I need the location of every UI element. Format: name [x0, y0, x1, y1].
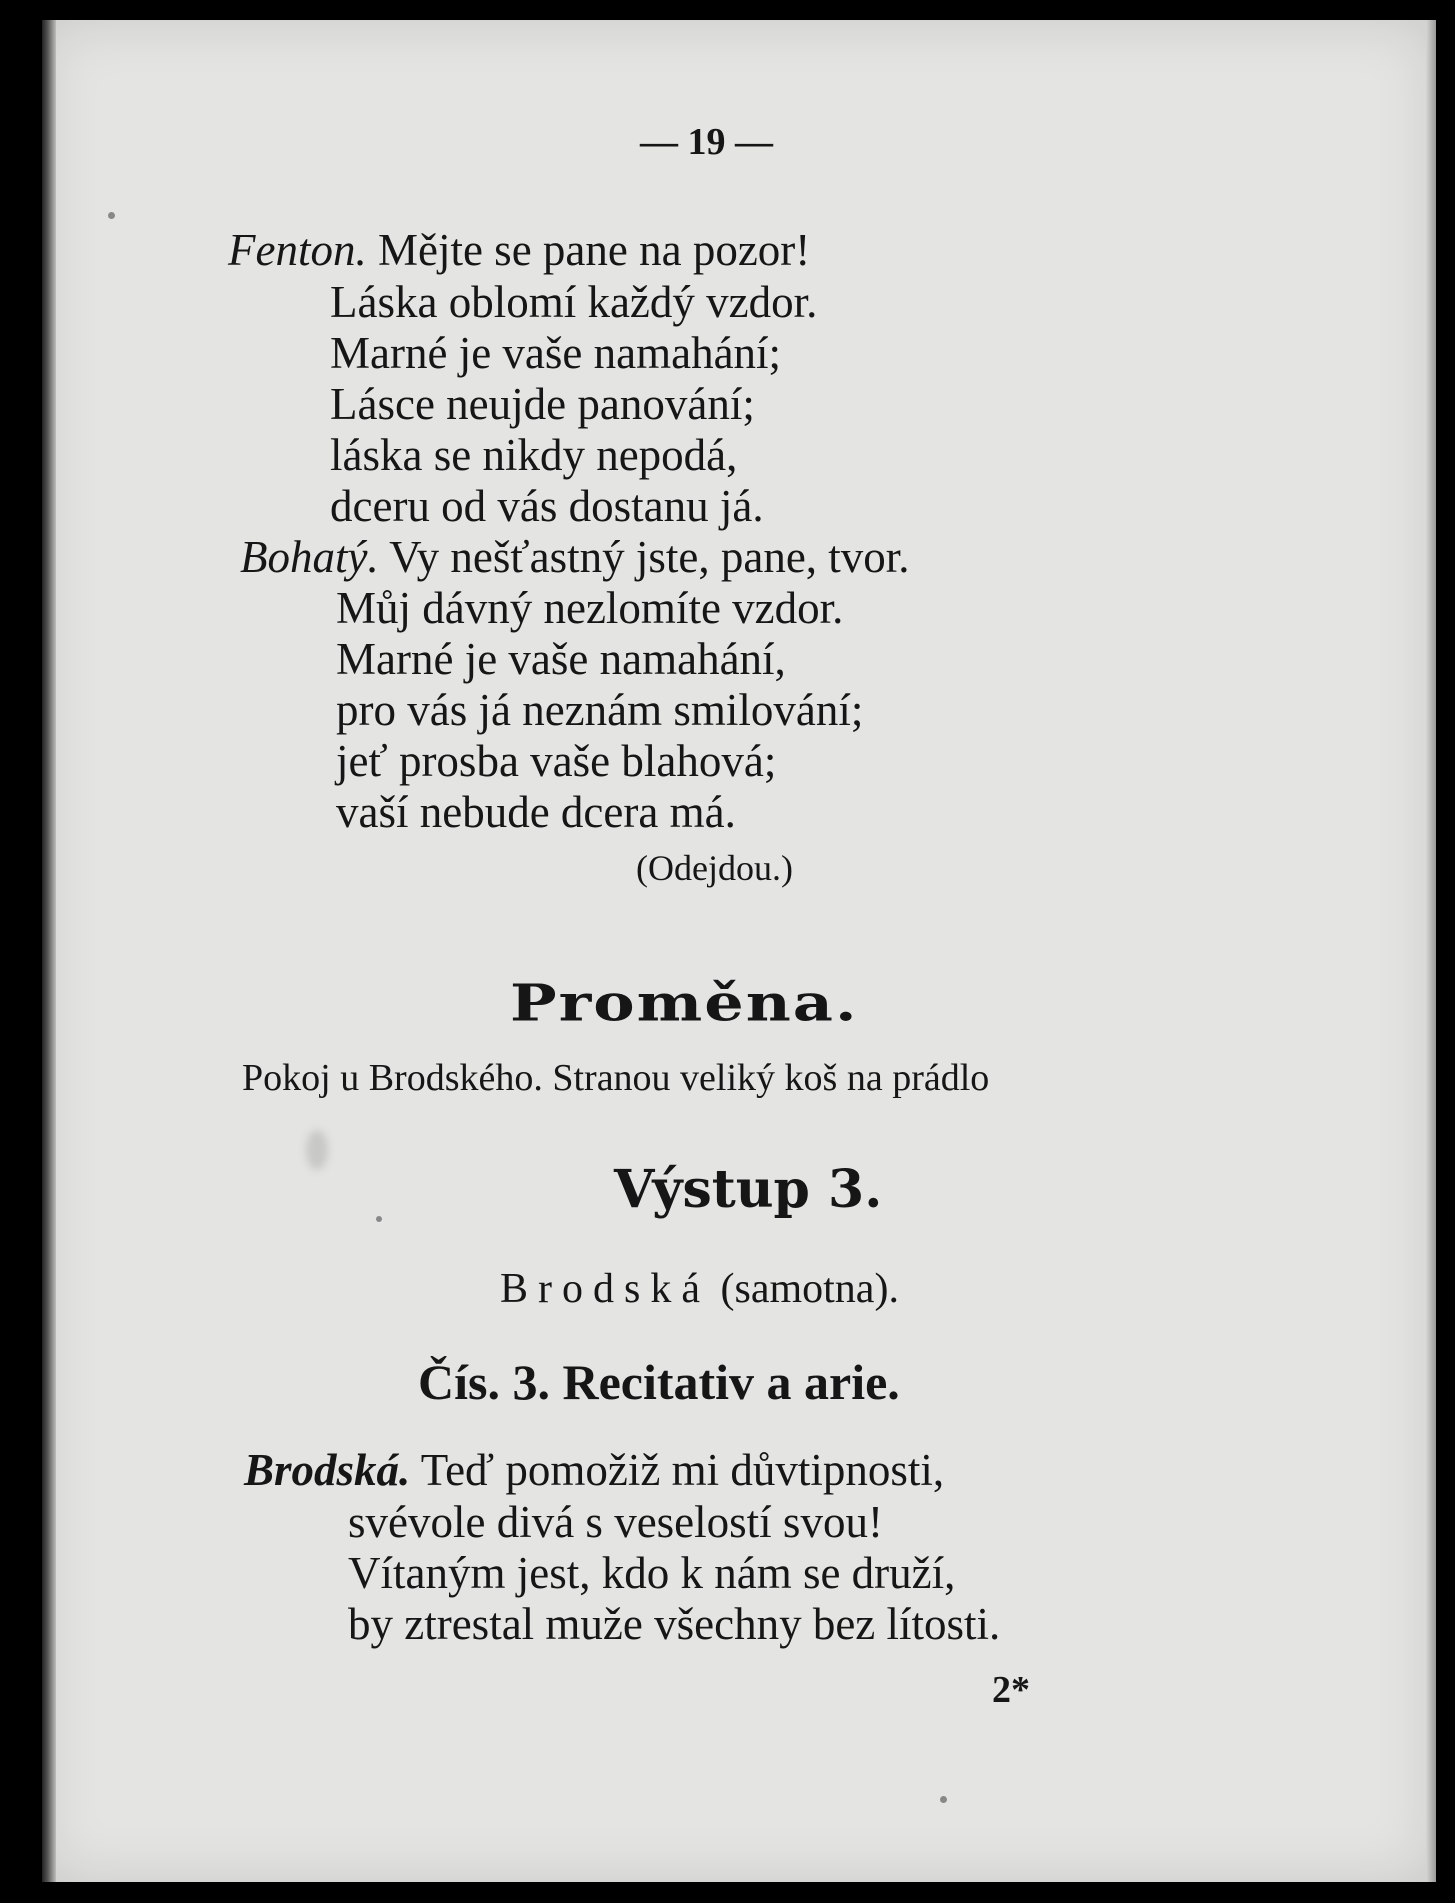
verse-first-line [240, 532, 910, 582]
scan-speck [940, 1796, 947, 1803]
verse-line: jeť prosba vaše blahová; [336, 736, 777, 786]
verse-line: Láska oblomí každý vzdor. [330, 277, 818, 327]
scene-title: Proměna. [510, 973, 859, 1033]
stage-direction: (Odejdou.) [636, 848, 793, 888]
character-note: (samotna). [720, 1266, 899, 1312]
page-number: — 19 — [640, 121, 773, 163]
character-line [500, 1268, 899, 1310]
verse-line: láska se nikdy nepodá, [330, 430, 738, 480]
scan-speck [376, 1216, 382, 1222]
verse-line: Lásce neujde panování; [330, 379, 755, 429]
verse-first-line [244, 1445, 945, 1495]
signature-mark: 2* [992, 1669, 1030, 1711]
scan-speck [108, 212, 115, 219]
number-heading: Čís. 3. Recitativ a arie. [418, 1354, 900, 1410]
verse-line: Marné je vaše namahání, [336, 634, 786, 684]
verse-line: Mějte se pane na pozor! [377, 225, 811, 275]
verse-line: by ztrestal muže všechny bez lítosti. [348, 1599, 1001, 1649]
scene-description: Pokoj u Brodského. Stranou veliký koš na prádlo [242, 1057, 990, 1099]
verse-first-line [228, 225, 811, 275]
verse-line: vaší nebude dcera má. [336, 787, 736, 837]
speaker-name: Brodská. [244, 1445, 411, 1495]
verse-line: dceru od vás dostanu já. [330, 481, 764, 531]
speaker-name: Fenton. [228, 225, 367, 275]
verse-line: pro vás já neznám smilování; [336, 685, 864, 735]
verse-line: Vítaným jest, kdo k nám se druží, [348, 1548, 956, 1598]
verse-line: Můj dávný nezlomíte vzdor. [336, 583, 844, 633]
verse-line: Teď pomožiž mi důvtipnosti, [420, 1445, 945, 1495]
binding-edge [42, 20, 56, 1882]
page-right-edge [1426, 20, 1436, 1882]
speaker-name: Bohatý. [240, 532, 379, 582]
verse-line: Marné je vaše namahání; [330, 328, 782, 378]
verse-line: Vy nešťastný jste, pane, tvor. [389, 532, 910, 582]
scan-smudge [306, 1130, 328, 1170]
section-heading: Výstup 3. [614, 1159, 883, 1220]
verse-line: svévole divá s veselostí svou! [348, 1497, 883, 1547]
character-name: Brodská [500, 1266, 710, 1312]
